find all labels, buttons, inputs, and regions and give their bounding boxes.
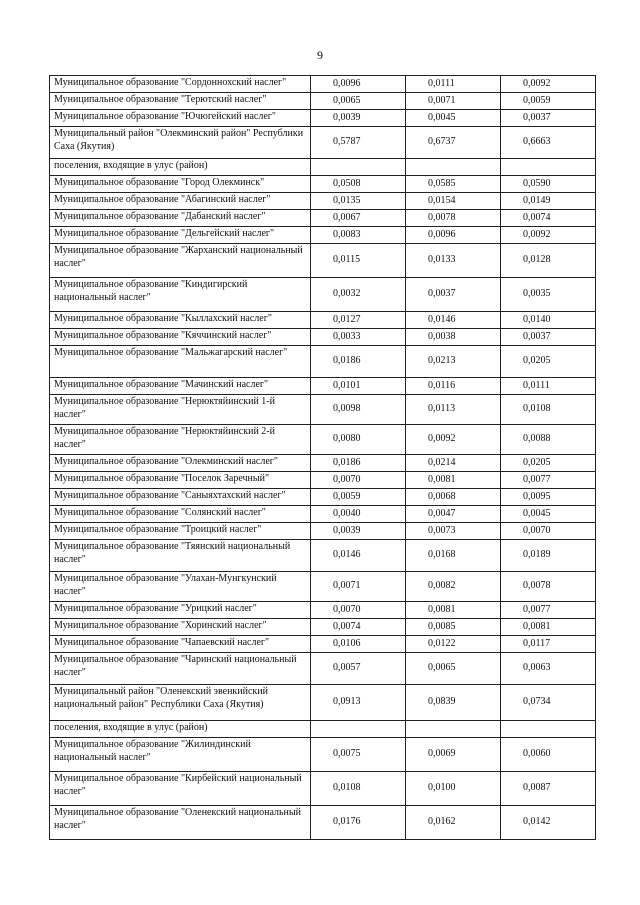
value-text: 0,0113 (428, 403, 456, 415)
value-text: 0,0083 (333, 228, 361, 240)
row-name-cell: Муниципальный район "Олекминский район" Республики Саха (Якутия) (50, 127, 311, 159)
value-cell-v2 (406, 227, 501, 244)
table-row (50, 738, 596, 772)
value-cell-v1 (311, 244, 406, 278)
value-text: 0,0039 (333, 111, 361, 123)
value-cell-v3 (501, 76, 596, 93)
value-cell-v2 (406, 378, 501, 395)
table-row (50, 278, 596, 312)
value-cell-v2 (406, 346, 501, 378)
table-row (50, 602, 596, 619)
table-row (50, 193, 596, 210)
table-row (50, 806, 596, 840)
value-text: 0,0059 (333, 490, 361, 502)
table-row (50, 346, 596, 378)
value-cell-v3 (501, 653, 596, 685)
value-cell-v1 (311, 506, 406, 523)
table-row (50, 378, 596, 395)
value-text: 0,0117 (523, 637, 551, 649)
row-name-cell: Муниципальное образование "Урицкий наслег" (50, 602, 311, 619)
row-name-cell: Муниципальное образование "Кыллахский наслег" (50, 312, 311, 329)
value-cell-v3 (501, 395, 596, 425)
row-name-cell: Муниципальное образование "Ючюгейский наслег" (50, 110, 311, 127)
value-cell-v2 (406, 93, 501, 110)
value-cell-v2 (406, 772, 501, 806)
value-text: 0,0839 (428, 696, 456, 708)
row-name-cell: Муниципальное образование "Абагинский наслег" (50, 193, 311, 210)
value-cell-v3 (501, 378, 596, 395)
value-text: 0,0063 (523, 662, 551, 674)
value-cell-v3 (501, 506, 596, 523)
value-text: 0,0047 (428, 507, 456, 519)
table-row (50, 619, 596, 636)
value-text: 0,0116 (428, 379, 456, 391)
row-name-cell: Муниципальный район "Оленекский эвенкийский национальный район" Республики Саха (Якутия) (50, 685, 311, 721)
row-name-cell: Муниципальное образование "Сордоннохский наслег" (50, 76, 311, 93)
value-text: 0,0154 (428, 194, 456, 206)
value-text: 0,0067 (333, 211, 361, 223)
value-text: 0,0045 (523, 507, 551, 519)
value-text: 0,0095 (523, 490, 551, 502)
value-cell-v3 (501, 227, 596, 244)
value-cell-v2 (406, 572, 501, 602)
value-cell-v1 (311, 312, 406, 329)
value-cell-v1 (311, 685, 406, 721)
value-cell-v2 (406, 721, 501, 738)
value-text: 0,0205 (523, 456, 551, 468)
value-text: 0,0070 (333, 473, 361, 485)
value-text: 0,0213 (428, 355, 456, 367)
value-text: 0,0033 (333, 330, 361, 342)
value-cell-v2 (406, 176, 501, 193)
value-text: 0,0070 (333, 603, 361, 615)
value-cell-v1 (311, 329, 406, 346)
value-text: 0,0128 (523, 254, 551, 266)
value-cell-v3 (501, 738, 596, 772)
value-text: 0,0037 (523, 111, 551, 123)
value-text: 0,0508 (333, 177, 361, 189)
value-cell-v1 (311, 653, 406, 685)
value-text: 0,0168 (428, 549, 456, 561)
row-name-cell: Муниципальное образование "Город Олекминск" (50, 176, 311, 193)
value-cell-v1 (311, 425, 406, 455)
value-cell-v3 (501, 110, 596, 127)
value-cell-v2 (406, 602, 501, 619)
table-row (50, 653, 596, 685)
value-cell-v2 (406, 159, 501, 176)
value-cell-v3 (501, 93, 596, 110)
value-cell-v1 (311, 76, 406, 93)
value-text: 0,0071 (333, 580, 361, 592)
value-cell-v2 (406, 329, 501, 346)
value-text: 0,0913 (333, 696, 361, 708)
value-cell-v2 (406, 738, 501, 772)
value-cell-v1 (311, 455, 406, 472)
table-row (50, 210, 596, 227)
value-text: 0,0108 (523, 403, 551, 415)
table-row (50, 244, 596, 278)
value-text: 0,0122 (428, 637, 456, 649)
value-text: 0,0186 (333, 355, 361, 367)
table-row (50, 312, 596, 329)
value-cell-v3 (501, 472, 596, 489)
value-text: 0,0073 (428, 524, 456, 536)
value-cell-v1 (311, 472, 406, 489)
table-row (50, 636, 596, 653)
table-row (50, 572, 596, 602)
table-row (50, 329, 596, 346)
table-row (50, 772, 596, 806)
value-cell-v2 (406, 127, 501, 159)
value-cell-v3 (501, 159, 596, 176)
value-text: 0,0081 (428, 603, 456, 615)
value-cell-v2 (406, 685, 501, 721)
value-text: 0,0070 (523, 524, 551, 536)
value-cell-v2 (406, 278, 501, 312)
row-name-cell: поселения, входящие в улус (район) (50, 159, 311, 176)
value-text: 0,0590 (523, 177, 551, 189)
value-cell-v2 (406, 472, 501, 489)
value-text: 0,0077 (523, 473, 551, 485)
value-text: 0,0092 (523, 77, 551, 89)
value-cell-v3 (501, 523, 596, 540)
table-row (50, 76, 596, 93)
value-cell-v2 (406, 636, 501, 653)
value-text: 0,0078 (428, 211, 456, 223)
value-text: 0,0096 (428, 228, 456, 240)
value-cell-v1 (311, 636, 406, 653)
value-cell-v1 (311, 772, 406, 806)
value-text: 0,0060 (523, 748, 551, 760)
table-row (50, 176, 596, 193)
row-name-cell: поселения, входящие в улус (район) (50, 721, 311, 738)
value-cell-v3 (501, 278, 596, 312)
value-cell-v2 (406, 244, 501, 278)
row-name-cell: Муниципальное образование "Дельгейский наслег" (50, 227, 311, 244)
value-text: 0,0106 (333, 637, 361, 649)
value-text: 0,0127 (333, 313, 361, 325)
value-text: 0,0068 (428, 490, 456, 502)
value-text: 0,0100 (428, 782, 456, 794)
row-name-cell: Муниципальное образование "Нерюктяйинский 2-й наслег" (50, 425, 311, 455)
row-name-cell: Муниципальное образование "Чапаевский наслег" (50, 636, 311, 653)
value-cell-v2 (406, 619, 501, 636)
value-text: 0,0092 (523, 228, 551, 240)
value-cell-v2 (406, 806, 501, 840)
value-text: 0,0149 (523, 194, 551, 206)
value-text: 0,0080 (333, 433, 361, 445)
value-text: 0,0096 (333, 77, 361, 89)
value-text: 0,0092 (428, 433, 456, 445)
row-name-cell: Муниципальное образование "Жилиндинский национальный наслег" (50, 738, 311, 772)
row-name-cell: Муниципальное образование "Поселок Заречный" (50, 472, 311, 489)
value-text: 0,0111 (523, 379, 550, 391)
table-row (50, 489, 596, 506)
value-text: 0,0140 (523, 313, 551, 325)
table-body (50, 76, 596, 840)
value-cell-v2 (406, 540, 501, 572)
table-row (50, 455, 596, 472)
value-cell-v3 (501, 176, 596, 193)
value-text: 0,0135 (333, 194, 361, 206)
value-text: 0,0075 (333, 748, 361, 760)
value-cell-v1 (311, 193, 406, 210)
value-text: 0,0071 (428, 94, 456, 106)
table-row (50, 227, 596, 244)
value-cell-v1 (311, 110, 406, 127)
value-cell-v2 (406, 193, 501, 210)
row-name-cell: Муниципальное образование "Кирбейский национальный наслег" (50, 772, 311, 806)
value-cell-v1 (311, 523, 406, 540)
value-text: 0,0133 (428, 254, 456, 266)
value-text: 0,6737 (428, 136, 456, 148)
table-row (50, 110, 596, 127)
table-row (50, 472, 596, 489)
value-cell-v1 (311, 278, 406, 312)
value-cell-v3 (501, 806, 596, 840)
row-name-cell: Муниципальное образование "Мальжагарский наслег" (50, 346, 311, 378)
value-cell-v3 (501, 312, 596, 329)
value-text: 0,0186 (333, 456, 361, 468)
value-cell-v2 (406, 76, 501, 93)
table-row (50, 127, 596, 159)
value-text: 0,0115 (333, 254, 361, 266)
value-cell-v2 (406, 523, 501, 540)
page-number: 9 (317, 48, 323, 62)
row-name-cell: Муниципальное образование "Нерюктяйинский 1-й наслег" (50, 395, 311, 425)
value-cell-v1 (311, 93, 406, 110)
value-text: 0,0111 (428, 77, 455, 89)
value-text: 0,6663 (523, 136, 551, 148)
value-text: 0,0074 (523, 211, 551, 223)
value-text: 0,0162 (428, 816, 456, 828)
value-cell-v3 (501, 455, 596, 472)
value-text: 0,0077 (523, 603, 551, 615)
row-name-cell: Муниципальное образование "Мачинский наслег" (50, 378, 311, 395)
row-name-cell: Муниципальное образование "Саныяхтахский наслег" (50, 489, 311, 506)
value-text: 0,0146 (428, 313, 456, 325)
row-name-cell: Муниципальное образование "Хоринский наслег" (50, 619, 311, 636)
value-text: 0,0065 (428, 662, 456, 674)
value-cell-v1 (311, 346, 406, 378)
value-cell-v3 (501, 127, 596, 159)
value-cell-v3 (501, 685, 596, 721)
row-name-cell: Муниципальное образование "Киндигирский национальный наслег" (50, 278, 311, 312)
value-text: 0,0085 (428, 620, 456, 632)
row-name-cell: Муниципальное образование "Чаринский национальный наслег" (50, 653, 311, 685)
value-cell-v2 (406, 312, 501, 329)
data-table (49, 75, 596, 840)
value-cell-v1 (311, 378, 406, 395)
value-text: 0,0176 (333, 816, 361, 828)
row-name-cell: Муниципальное образование "Жарханский национальный наслег" (50, 244, 311, 278)
value-cell-v3 (501, 489, 596, 506)
value-cell-v3 (501, 636, 596, 653)
value-cell-v1 (311, 602, 406, 619)
value-cell-v3 (501, 772, 596, 806)
value-text: 0,0040 (333, 507, 361, 519)
value-text: 0,0032 (333, 288, 361, 300)
table-row (50, 506, 596, 523)
value-cell-v1 (311, 227, 406, 244)
value-cell-v2 (406, 455, 501, 472)
value-cell-v1 (311, 572, 406, 602)
value-cell-v1 (311, 619, 406, 636)
value-cell-v1 (311, 806, 406, 840)
value-text: 0,0057 (333, 662, 361, 674)
table-row (50, 395, 596, 425)
table-row (50, 685, 596, 721)
value-cell-v3 (501, 425, 596, 455)
value-text: 0,0189 (523, 549, 551, 561)
row-name-cell: Муниципальное образование "Кяччинский наслег" (50, 329, 311, 346)
table-row (50, 159, 596, 176)
value-text: 0,0081 (523, 620, 551, 632)
value-text: 0,0734 (523, 696, 551, 708)
value-text: 0,0035 (523, 288, 551, 300)
row-name-cell: Муниципальное образование "Солянский наслег" (50, 506, 311, 523)
value-cell-v2 (406, 110, 501, 127)
value-text: 0,0059 (523, 94, 551, 106)
value-text: 0,0038 (428, 330, 456, 342)
value-text: 0,0065 (333, 94, 361, 106)
value-cell-v1 (311, 489, 406, 506)
value-text: 0,0039 (333, 524, 361, 536)
value-text: 0,0214 (428, 456, 456, 468)
value-cell-v1 (311, 395, 406, 425)
value-text: 0,0146 (333, 549, 361, 561)
value-cell-v3 (501, 346, 596, 378)
value-text: 0,0074 (333, 620, 361, 632)
row-name-cell: Муниципальное образование "Троицкий наслег" (50, 523, 311, 540)
value-cell-v1 (311, 540, 406, 572)
value-cell-v2 (406, 489, 501, 506)
value-cell-v2 (406, 395, 501, 425)
row-name-cell: Муниципальное образование "Дабанский наслег" (50, 210, 311, 227)
value-text: 0,0037 (428, 288, 456, 300)
value-cell-v1 (311, 176, 406, 193)
value-text: 0,0088 (523, 433, 551, 445)
value-text: 0,0082 (428, 580, 456, 592)
value-cell-v3 (501, 602, 596, 619)
value-cell-v3 (501, 244, 596, 278)
value-cell-v3 (501, 210, 596, 227)
value-cell-v1 (311, 159, 406, 176)
value-cell-v2 (406, 506, 501, 523)
value-cell-v3 (501, 572, 596, 602)
value-text: 0,0078 (523, 580, 551, 592)
value-text: 0,0142 (523, 816, 551, 828)
table-row (50, 721, 596, 738)
row-name-cell: Муниципальное образование "Улахан-Мунгкунский наслег" (50, 572, 311, 602)
table-row (50, 93, 596, 110)
value-cell-v3 (501, 619, 596, 636)
value-cell-v1 (311, 210, 406, 227)
value-text: 0,0045 (428, 111, 456, 123)
value-cell-v3 (501, 193, 596, 210)
value-text: 0,0108 (333, 782, 361, 794)
value-cell-v2 (406, 425, 501, 455)
row-name-cell: Муниципальное образование "Терютский наслег" (50, 93, 311, 110)
value-text: 0,0585 (428, 177, 456, 189)
value-cell-v3 (501, 540, 596, 572)
value-text: 0,0098 (333, 403, 361, 415)
value-cell-v2 (406, 653, 501, 685)
value-text: 0,0205 (523, 355, 551, 367)
value-text: 0,0101 (333, 379, 361, 391)
table-row (50, 425, 596, 455)
value-cell-v3 (501, 329, 596, 346)
value-cell-v1 (311, 127, 406, 159)
value-text: 0,0087 (523, 782, 551, 794)
value-cell-v1 (311, 738, 406, 772)
row-name-cell: Муниципальное образование "Олекминский наслег" (50, 455, 311, 472)
row-name-cell: Муниципальное образование "Оленекский национальный наслег" (50, 806, 311, 840)
value-text: 0,5787 (333, 136, 361, 148)
value-text: 0,0069 (428, 748, 456, 760)
value-text: 0,0081 (428, 473, 456, 485)
row-name-cell: Муниципальное образование "Тяянский национальный наслег" (50, 540, 311, 572)
value-text: 0,0037 (523, 330, 551, 342)
value-cell-v2 (406, 210, 501, 227)
table-row (50, 523, 596, 540)
value-cell-v3 (501, 721, 596, 738)
table-row (50, 540, 596, 572)
value-cell-v1 (311, 721, 406, 738)
